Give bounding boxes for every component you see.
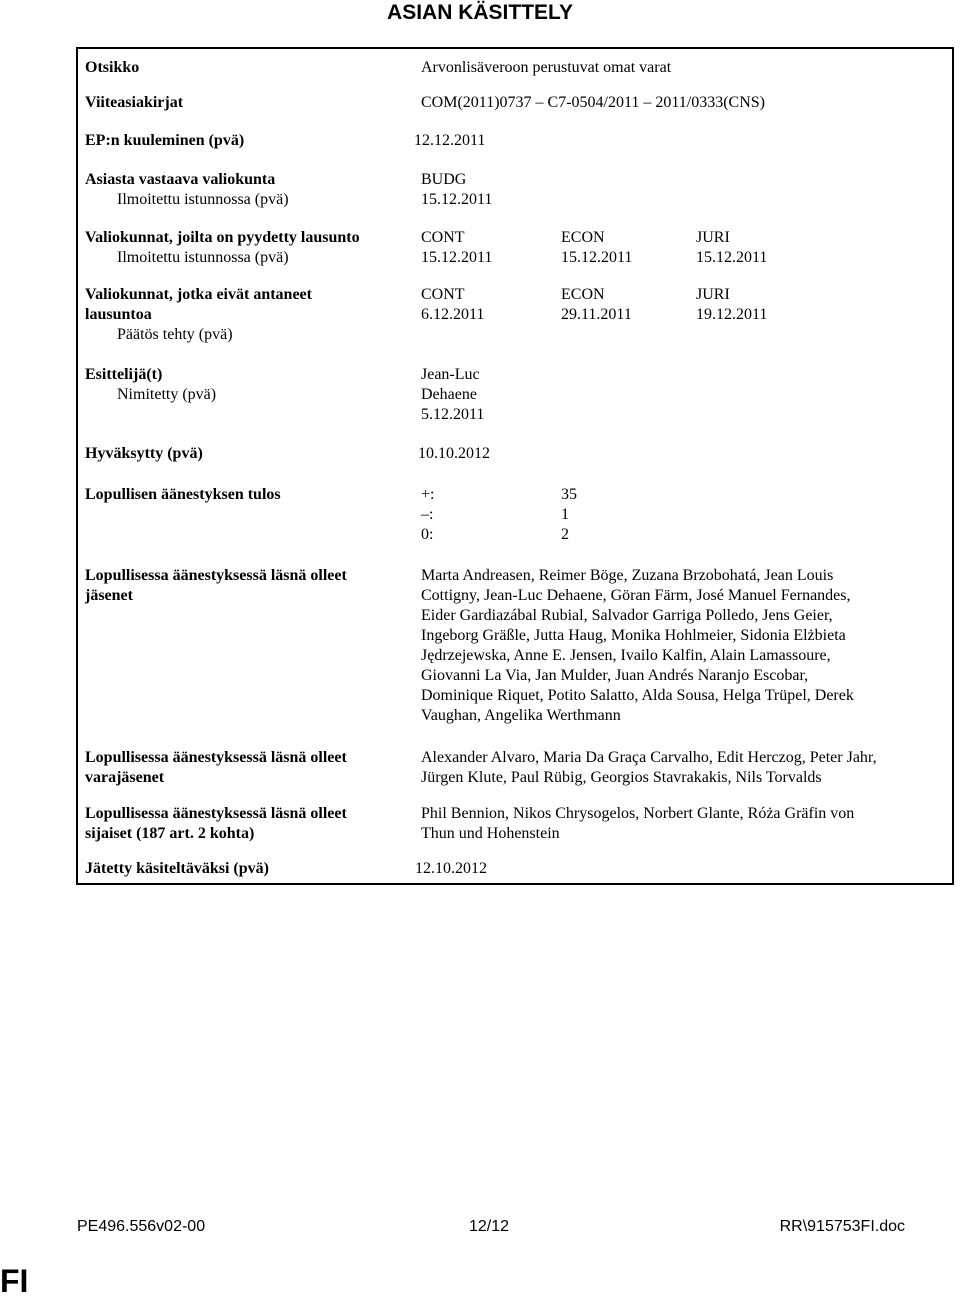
rapporteur-first-name: Jean-Luc: [421, 366, 480, 383]
members-label-line1: Lopullisessa äänestyksessä läsnä olleet: [85, 567, 347, 584]
members-line: Ingeborg Gräßle, Jutta Haug, Monika Hohlmeier, Sidonia Elżbieta: [421, 627, 846, 644]
committee-code: BUDG: [421, 171, 467, 188]
members-list: [421, 566, 941, 726]
vote-count-abstain: 2: [561, 526, 569, 543]
page-heading: ASIAN KÄSITTELY: [387, 1, 573, 24]
title-value: Arvonlisäveroon perustuvat omat varat: [421, 59, 672, 76]
substitutes-187-label-line1: Lopullisessa äänestyksessä läsnä olleet: [85, 805, 347, 822]
no-opinion-committee-cont: [421, 285, 484, 325]
footer-page-number: 12/12: [469, 1218, 510, 1235]
members-line: Dominique Riquet, Potito Salatto, Alda Sousa, Helga Trüpel, Derek: [421, 687, 854, 704]
rapporteur-date: 5.12.2011: [421, 406, 485, 423]
final-vote-label: Lopullisen äänestyksen tulos: [85, 486, 281, 503]
members-line: Jędrzejewska, Anne E. Jensen, Ivailo Kalfin, Alain Lamassoure,: [421, 647, 831, 664]
members-labels: [85, 566, 415, 606]
substitutes-list: [421, 748, 941, 788]
substitutes-label-line1: Lopullisessa äänestyksessä läsnä olleet: [85, 749, 347, 766]
ep-consultation-label: EP:n kuuleminen (pvä): [85, 132, 245, 149]
substitutes-line: Alexander Alvaro, Maria Da Graça Carvalho, Edit Herczog, Peter Jahr,: [421, 749, 877, 766]
announced-label: Ilmoitettu istunnossa (pvä): [117, 249, 289, 266]
committee-date: 15.12.2011: [696, 249, 768, 266]
members-line: Vaughan, Angelika Werthmann: [421, 707, 621, 724]
members-line: Giovanni La Via, Jan Mulder, Juan Andrés Naranjo Escobar,: [421, 667, 809, 684]
opinion-committee-cont: [421, 228, 492, 268]
members-label-line2: jäsenet: [85, 587, 133, 604]
ep-consultation-date: 12.12.2011: [414, 132, 486, 149]
vote-key-for: +:: [421, 486, 435, 503]
appointed-label: Nimitetty (pvä): [117, 386, 217, 403]
substitutes-187-list: [421, 804, 941, 844]
responsible-committee-label: Asiasta vastaava valiokunta: [85, 171, 276, 188]
committee-code: CONT: [421, 229, 465, 246]
substitutes-labels: [85, 748, 415, 788]
footer-file-reference: RR\915753FI.doc: [779, 1218, 905, 1235]
no-opinion-labels: [85, 285, 415, 345]
title-label: Otsikko: [85, 59, 140, 76]
no-opinion-label-line2: lausuntoa: [85, 306, 152, 323]
adopted-date: 10.10.2012: [418, 445, 490, 462]
rapporteur-values: [421, 365, 484, 425]
committee-date: 19.12.2011: [696, 306, 768, 323]
rapporteur-labels: [85, 365, 415, 405]
vote-values: [561, 485, 577, 545]
committee-date: 15.12.2011: [421, 249, 493, 266]
committee-date: 15.12.2011: [561, 249, 633, 266]
decision-date-label: Päätös tehty (pvä): [117, 326, 233, 343]
no-opinion-committee-econ: [561, 285, 632, 325]
members-line: Marta Andreasen, Reimer Böge, Zuzana Brzobohatá, Jean Louis: [421, 567, 834, 584]
committee-code: JURI: [696, 286, 730, 303]
vote-key-against: –:: [421, 506, 434, 523]
members-line: Eider Gardiazábal Rubial, Salvador Garriga Polledo, Jens Geier,: [421, 607, 833, 624]
vote-key-abstain: 0:: [421, 526, 434, 543]
committee-code: ECON: [561, 286, 605, 303]
references-value: COM(2011)0737 – C7-0504/2011 – 2011/0333(CNS): [421, 94, 765, 111]
procedure-table: [76, 47, 954, 885]
committee-date: 6.12.2011: [421, 306, 485, 323]
rapporteur-last-name: Dehaene: [421, 386, 477, 403]
responsible-committee-labels: [85, 170, 415, 210]
opinion-committees-label: Valiokunnat, joilta on pyydetty lausunto: [85, 229, 360, 246]
vote-count-against: 1: [561, 506, 569, 523]
adopted-label: Hyväksytty (pvä): [85, 445, 203, 462]
references-label: Viiteasiakirjat: [85, 94, 184, 111]
no-opinion-committee-juri: [696, 285, 767, 325]
committee-code: ECON: [561, 229, 605, 246]
footer-doc-id: PE496.556v02-00: [77, 1218, 206, 1235]
announced-label: Ilmoitettu istunnossa (pvä): [117, 191, 289, 208]
vote-keys: [421, 485, 451, 545]
tabled-label: Jätetty käsiteltäväksi (pvä): [85, 860, 269, 877]
substitutes-label-line2: varajäsenet: [85, 769, 165, 786]
vote-count-for: 35: [561, 486, 577, 503]
committee-date: 29.11.2011: [561, 306, 632, 323]
committee-code: JURI: [696, 229, 730, 246]
committee-code: CONT: [421, 286, 465, 303]
committee-date: 15.12.2011: [421, 191, 493, 208]
rapporteur-label: Esittelijä(t): [85, 366, 163, 383]
members-line: Cottigny, Jean-Luc Dehaene, Göran Färm, José Manuel Fernandes,: [421, 587, 851, 604]
substitutes-187-line: Phil Bennion, Nikos Chrysogelos, Norbert Glante, Róża Gräfin von: [421, 805, 855, 822]
substitutes-line: Jürgen Klute, Paul Rübig, Georgios Stavrakakis, Nils Torvalds: [421, 769, 822, 786]
opinion-committees-labels: [85, 228, 415, 268]
language-code: FI: [0, 1263, 29, 1299]
substitutes-187-line: Thun und Hohenstein: [421, 825, 560, 842]
opinion-committee-econ: [561, 228, 632, 268]
responsible-committee-values: [421, 170, 492, 210]
substitutes-187-label-line2: sijaiset (187 art. 2 kohta): [85, 825, 255, 842]
no-opinion-label-line1: Valiokunnat, jotka eivät antaneet: [85, 286, 312, 303]
opinion-committee-juri: [696, 228, 767, 268]
tabled-date: 12.10.2012: [415, 860, 487, 877]
substitutes-187-labels: [85, 804, 415, 844]
